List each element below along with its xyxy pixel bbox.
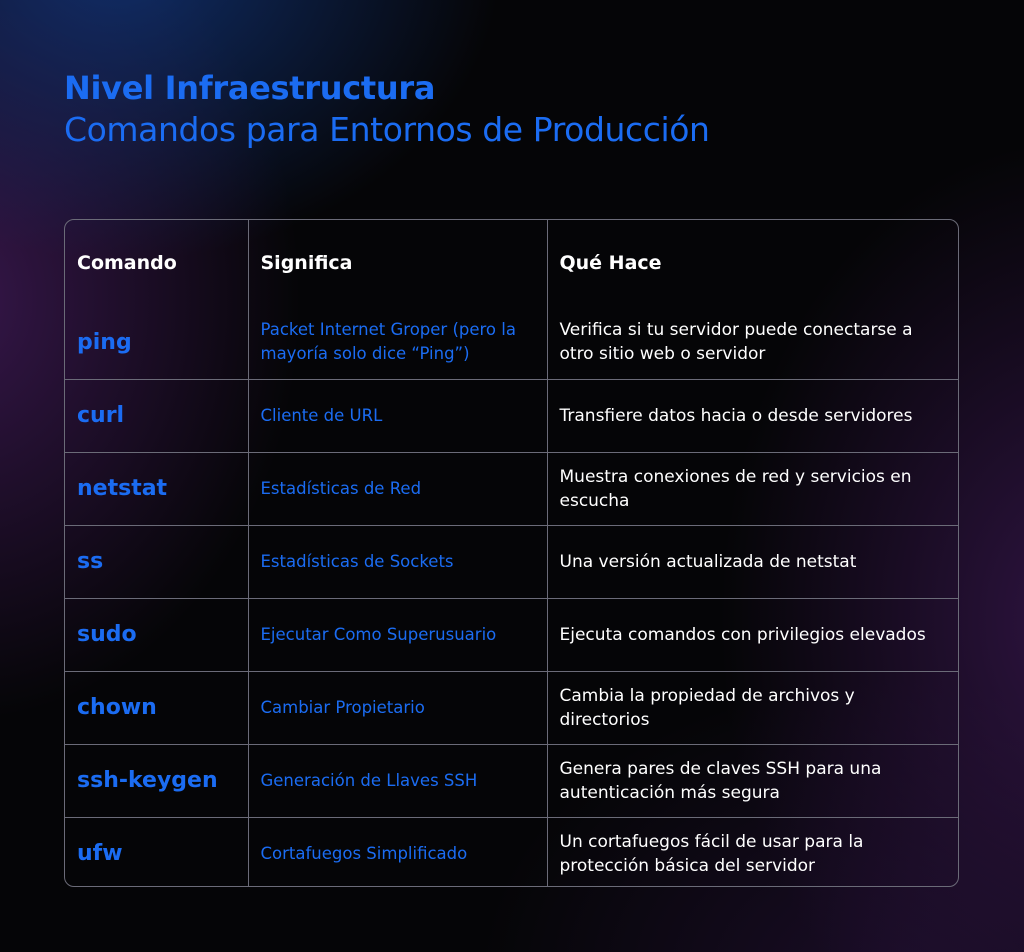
header-description: Qué Hace: [559, 252, 662, 274]
description-cell: Transfiere datos hacia o desde servidores: [547, 379, 958, 452]
command-cell: curl: [65, 379, 248, 452]
table-row: [65, 598, 958, 671]
description-cell: Una versión actualizada de netstat: [547, 525, 958, 598]
header-meaning: Significa: [248, 220, 547, 306]
command-cell: netstat: [65, 452, 248, 525]
table-row: [65, 525, 958, 598]
description-cell: Genera pares de claves SSH para una autenticación más segura: [547, 744, 958, 817]
meaning-cell: Cambiar Propietario: [248, 671, 547, 744]
heading: [64, 68, 710, 152]
table-row: [65, 306, 958, 379]
meaning-cell: Cliente de URL: [248, 379, 547, 452]
meaning-cell: Packet Internet Groper (pero la mayoría solo dice “Ping”): [248, 306, 547, 379]
command-cell: ufw: [65, 817, 248, 887]
table-row: [65, 817, 958, 887]
commands-table: [64, 219, 959, 887]
table-header-row: [65, 220, 958, 306]
page-title: Nivel Infraestructura: [64, 69, 436, 107]
meaning-cell: Estadísticas de Sockets: [248, 525, 547, 598]
description-cell: Muestra conexiones de red y servicios en escucha: [547, 452, 958, 525]
command-cell: ss: [65, 525, 248, 598]
description-cell: Cambia la propiedad de archivos y directorios: [547, 671, 958, 744]
description-cell: Ejecuta comandos con privilegios elevados: [547, 598, 958, 671]
table-row: [65, 744, 958, 817]
command-cell: ssh-keygen: [65, 744, 248, 817]
table-row: [65, 671, 958, 744]
description-cell: Verifica si tu servidor puede conectarse a otro sitio web o servidor: [547, 306, 958, 379]
header-command: Comando: [65, 220, 248, 306]
command-cell: ping: [65, 306, 248, 379]
command-cell: sudo: [65, 598, 248, 671]
command-cell: chown: [65, 671, 248, 744]
table-row: [65, 452, 958, 525]
meaning-cell: Estadísticas de Red: [248, 452, 547, 525]
meaning-cell: Generación de Llaves SSH: [248, 744, 547, 817]
table-row: [65, 379, 958, 452]
meaning-cell: Cortafuegos Simplificado: [248, 817, 547, 887]
meaning-cell: Ejecutar Como Superusuario: [248, 598, 547, 671]
description-cell: Un cortafuegos fácil de usar para la protección básica del servidor: [559, 831, 864, 876]
page-subtitle: Comandos para Entornos de Producción: [64, 110, 710, 149]
